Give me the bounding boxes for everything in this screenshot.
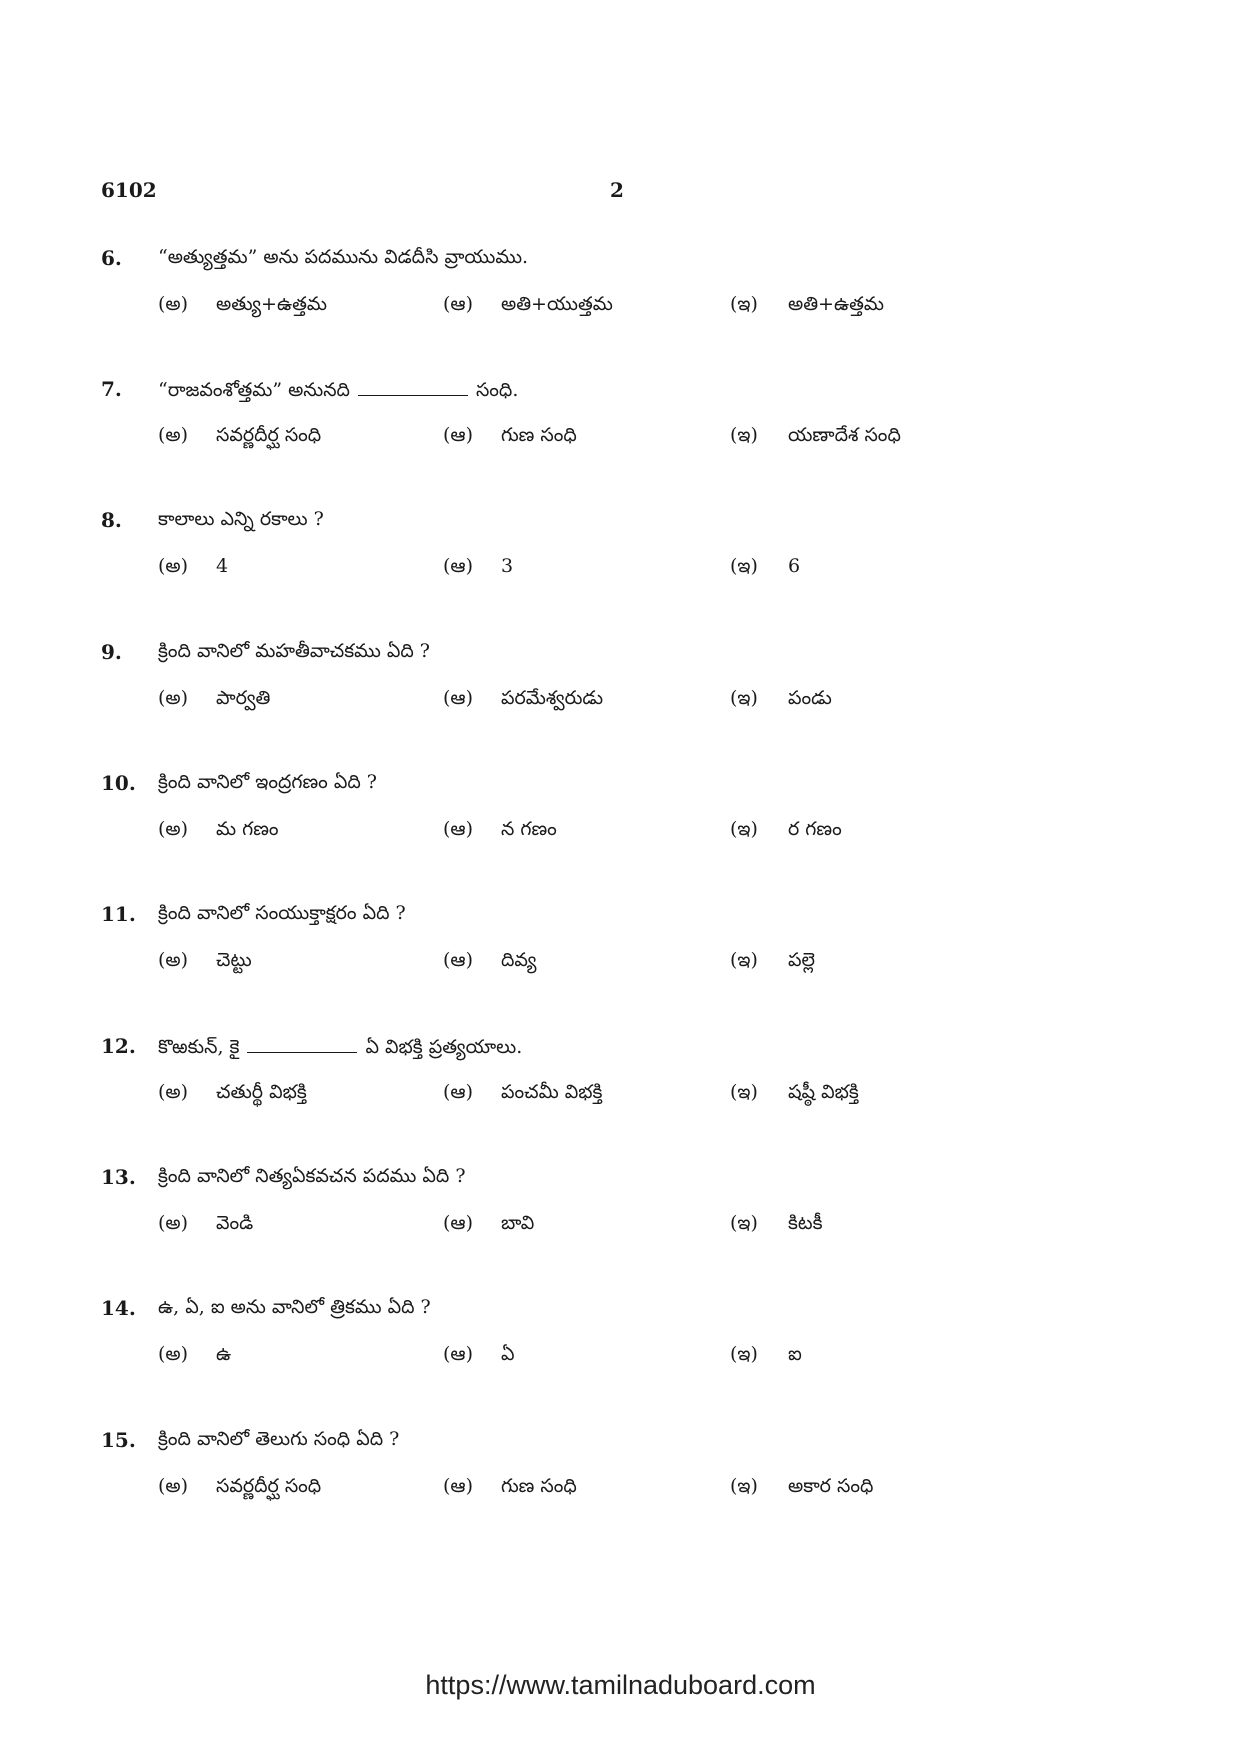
question-8 — [0, 508, 1241, 618]
option-b — [443, 424, 577, 451]
option-a — [158, 1081, 307, 1108]
option-label: (అ) — [158, 687, 189, 709]
option-b — [443, 818, 557, 845]
option-label: (ఆ) — [443, 1212, 473, 1234]
question-number: 6. — [101, 246, 122, 270]
option-value: గుణ సంధి — [501, 1475, 577, 1497]
question-text-before: “అత్యుత్తమ” అను పదమును విడదీసి వ్రాయుము. — [158, 246, 529, 268]
question-text — [158, 640, 430, 667]
option-a — [158, 818, 279, 845]
option-b — [443, 1081, 602, 1108]
option-b — [443, 1475, 577, 1502]
option-b — [443, 555, 513, 582]
option-c — [730, 949, 815, 976]
question-text-before: కొఱకున్, కై — [158, 1036, 240, 1058]
question-number: 14. — [101, 1296, 136, 1320]
question-text-before: క్రింది వానిలో సంయుక్తాక్షరం ఏది ? — [158, 902, 406, 924]
option-c — [730, 1475, 873, 1502]
option-label: (ఇ) — [730, 293, 758, 315]
question-text — [158, 508, 324, 535]
question-number: 7. — [101, 377, 122, 401]
option-value: 3 — [501, 555, 514, 577]
option-label: (ఆ) — [443, 1081, 473, 1103]
question-text-after: సంధి. — [475, 379, 519, 401]
question-6 — [0, 246, 1241, 356]
option-value: అకార సంధి — [788, 1475, 874, 1497]
option-value: చతుర్థీ విభక్తి — [216, 1081, 307, 1103]
option-label: (ఆ) — [443, 949, 473, 971]
option-c — [730, 555, 800, 582]
option-b — [443, 293, 613, 320]
option-value: కిటకీ — [788, 1212, 823, 1234]
option-value: చెట్టు — [216, 949, 252, 971]
question-number: 10. — [101, 771, 136, 795]
question-7 — [0, 377, 1241, 487]
question-15 — [0, 1428, 1241, 1538]
option-value: పండు — [788, 687, 832, 709]
option-label: (ఇ) — [730, 687, 758, 709]
option-label: (ఇ) — [730, 1475, 758, 1497]
option-value: బావి — [501, 1212, 535, 1234]
question-text — [158, 246, 528, 273]
option-label: (ఆ) — [443, 293, 473, 315]
option-label: (అ) — [158, 949, 189, 971]
question-text — [158, 1296, 431, 1323]
option-label: (ఇ) — [730, 424, 758, 446]
option-value: మ గణం — [216, 818, 279, 840]
option-c — [730, 1081, 859, 1108]
question-9 — [0, 640, 1241, 750]
option-value: ఐ — [788, 1343, 802, 1365]
option-label: (అ) — [158, 1475, 189, 1497]
option-a — [158, 293, 327, 320]
option-b — [443, 1212, 534, 1239]
option-value: దివ్య — [501, 949, 537, 971]
question-13 — [0, 1165, 1241, 1275]
option-b — [443, 1343, 515, 1370]
question-number: 9. — [101, 640, 122, 664]
option-label: (ఇ) — [730, 818, 758, 840]
question-text-after: ఏ విభక్తి ప్రత్యయాలు. — [365, 1036, 523, 1058]
question-text — [158, 771, 377, 798]
option-value: ర గణం — [788, 818, 842, 840]
question-text — [158, 902, 406, 929]
option-a — [158, 424, 321, 451]
option-label: (ఇ) — [730, 555, 758, 577]
question-11 — [0, 902, 1241, 1012]
option-b — [443, 949, 536, 976]
option-a — [158, 687, 270, 714]
question-text-before: ఉ, ఏ, ఐ అను వానిలో త్రికము ఏది ? — [158, 1296, 431, 1318]
option-a — [158, 1343, 231, 1370]
option-value: వెండి — [216, 1212, 254, 1234]
question-12 — [0, 1034, 1241, 1144]
question-text-before: క్రింది వానిలో ఇంద్రగణం ఏది ? — [158, 771, 377, 793]
option-value: న గణం — [501, 818, 557, 840]
option-value: సవర్ణదీర్ఘ సంధి — [216, 1475, 322, 1497]
footer-url: https://www.tamilnaduboard.com — [425, 1670, 816, 1700]
option-a — [158, 1212, 253, 1239]
page-number: 2 — [610, 178, 624, 202]
question-text-before: క్రింది వానిలో నిత్యఏకవచన పదము ఏది ? — [158, 1165, 466, 1187]
option-c — [730, 1343, 802, 1370]
option-value: అతి+యుత్తమ — [501, 293, 613, 315]
option-value: ఉ — [216, 1343, 232, 1365]
option-value: గుణ సంధి — [501, 424, 577, 446]
paper-code: 6102 — [101, 178, 157, 202]
option-label: (అ) — [158, 818, 189, 840]
question-10 — [0, 771, 1241, 881]
option-label: (అ) — [158, 424, 189, 446]
option-value: పార్వతి — [216, 687, 271, 709]
option-value: పల్లె — [788, 949, 815, 971]
option-label: (ఆ) — [443, 818, 473, 840]
option-c — [730, 293, 884, 320]
option-label: (అ) — [158, 555, 189, 577]
option-c — [730, 687, 832, 714]
option-label: (అ) — [158, 293, 189, 315]
answer-blank — [247, 1034, 357, 1053]
option-label: (ఆ) — [443, 555, 473, 577]
option-label: (అ) — [158, 1212, 189, 1234]
question-text — [158, 1034, 522, 1063]
question-text — [158, 1428, 399, 1455]
option-c — [730, 1212, 823, 1239]
option-value: ఏ — [501, 1343, 515, 1365]
option-a — [158, 1475, 321, 1502]
question-text-before: “రాజవంశోత్తమ” అనునది — [158, 379, 350, 401]
option-label: (అ) — [158, 1343, 189, 1365]
option-value: 6 — [788, 555, 801, 577]
option-label: (ఇ) — [730, 949, 758, 971]
option-value: 4 — [216, 555, 229, 577]
option-label: (అ) — [158, 1081, 189, 1103]
option-value: సవర్ణదీర్ఘ సంధి — [216, 424, 322, 446]
question-text-before: క్రింది వానిలో తెలుగు సంధి ఏది ? — [158, 1428, 400, 1450]
option-label: (ఇ) — [730, 1081, 758, 1103]
option-c — [730, 818, 842, 845]
option-label: (ఆ) — [443, 1475, 473, 1497]
option-a — [158, 949, 252, 976]
question-text-before: కాలాలు ఎన్ని రకాలు ? — [158, 508, 324, 530]
option-value: అత్యు+ఉత్తమ — [216, 293, 328, 315]
option-value: పరమేశ్వరుడు — [501, 687, 604, 709]
question-text-before: క్రింది వానిలో మహతీవాచకము ఏది ? — [158, 640, 430, 662]
option-a — [158, 555, 228, 582]
option-label: (ఇ) — [730, 1343, 758, 1365]
option-label: (ఆ) — [443, 687, 473, 709]
question-number: 11. — [101, 902, 136, 926]
option-b — [443, 687, 603, 714]
option-value: పంచమీ విభక్తి — [501, 1081, 603, 1103]
option-label: (ఆ) — [443, 1343, 473, 1365]
answer-blank — [358, 377, 468, 396]
question-number: 12. — [101, 1034, 136, 1058]
option-label: (ఇ) — [730, 1212, 758, 1234]
option-value: షష్ఠీ విభక్తి — [788, 1081, 859, 1103]
option-value: అతి+ఉత్తమ — [788, 293, 885, 315]
question-number: 8. — [101, 508, 122, 532]
question-text — [158, 377, 518, 406]
question-number: 13. — [101, 1165, 136, 1189]
question-text — [158, 1165, 466, 1192]
question-14 — [0, 1296, 1241, 1406]
question-number: 15. — [101, 1428, 136, 1452]
option-value: యణాదేశ సంధి — [788, 424, 901, 446]
option-label: (ఆ) — [443, 424, 473, 446]
option-c — [730, 424, 901, 451]
